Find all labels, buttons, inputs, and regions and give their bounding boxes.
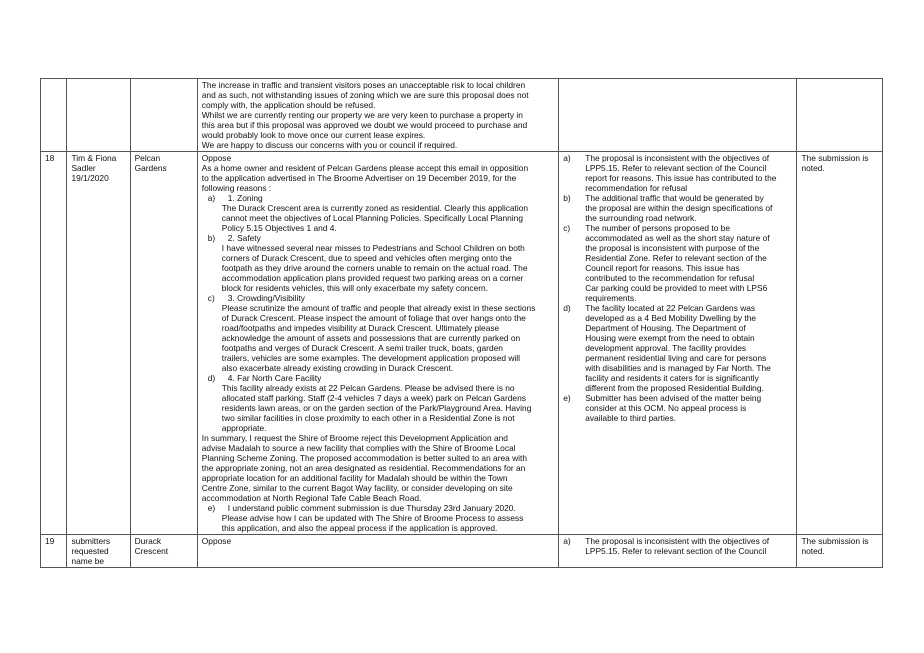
summary-line: As a home owner and resident of Pelcan Gardens please accept this email in opposition (201, 163, 529, 173)
response-cell (559, 152, 797, 535)
reason-heading (202, 193, 554, 203)
summary-line: Oppose (201, 153, 232, 163)
reason-line: I have witnessed several near misses to Pedestrians and School Children on both (221, 243, 525, 253)
reason-heading (202, 293, 554, 303)
reason-title: 2. Safety (227, 233, 261, 243)
reason-title: 3. Crowding/Visibility (227, 293, 305, 303)
reason-line: road/footpaths and impedes visibility at Durack Crescent. Ultimately please (221, 323, 500, 333)
response-line: The additional traffic that would be generated by (585, 193, 764, 203)
address-line: Durack (134, 536, 162, 546)
table-row (41, 79, 883, 152)
response-item (563, 223, 792, 303)
reason-line: Please advise how I can be updated with The Shire of Broome Process to assess (221, 513, 524, 523)
response-line: Car parking could be provided to meet with LPS6 (585, 283, 768, 293)
submitter-name-cell (67, 535, 130, 568)
submitter-name-cell (67, 152, 130, 535)
table-row (41, 152, 883, 535)
response-line: LPP5.15. Refer to relevant section of the Council (585, 546, 767, 556)
summary-line: advise Madalah to source a new facility that complies with the Shire of Broome Local (201, 443, 516, 453)
submitter-address-cell (130, 152, 197, 535)
outcome-cell (797, 152, 883, 535)
summary-line: to the application advertised in The Broome Advertiser on 19 December 2019, for the (201, 173, 517, 183)
reason-label: a) (207, 193, 216, 203)
address-line: Crescent (134, 546, 169, 556)
outcome-line: noted. (801, 546, 825, 556)
response-line: with disabilities and is managed by Far North. The (585, 363, 771, 373)
submitter-address-cell (130, 535, 197, 568)
response-line: Department of Housing. The Department of (585, 323, 746, 333)
response-line: permanent residential living and care for persons (585, 353, 767, 363)
submitter-name-line: Sadler (71, 163, 96, 173)
reason-line: this application, and also the appeal process if the application is approved. (221, 523, 498, 533)
reason-line: accommodation application plans provided request two parking areas on a corner (221, 273, 524, 283)
submitter-name-cell (67, 79, 130, 152)
address-line: Gardens (134, 163, 167, 173)
response-line: The proposal is inconsistent with the objectives of (585, 536, 770, 546)
reason-line: corners of Durack Crescent, due to speed and vehicles often merging onto the (221, 253, 512, 263)
reason-line: acknowledge the amount of assets and possessions that are currently parked on (221, 333, 521, 343)
summary-line: We are happy to discuss our concerns with you or council if required. (201, 140, 458, 150)
summary-line: The increase in traffic and transient visitors poses an unacceptable risk to local children (201, 80, 526, 90)
reason-line: footpath as they drive around the corners unable to remain on the actual road. The (221, 263, 528, 273)
reason-line: The Durack Crescent area is currently zoned as residential. Clearly this application (221, 203, 529, 213)
final-request-heading (202, 503, 554, 513)
address-line: Pelcan (134, 153, 161, 163)
reason-line: Please scrutinize the amount of traffic and people that already exist in these sections (221, 303, 536, 313)
response-label: b) (563, 193, 571, 203)
submitter-name-line: name be (71, 556, 105, 566)
reason-line: I understand public comment submission is due Thursday 23rd January 2020. (227, 503, 516, 513)
outcome-cell (797, 535, 883, 568)
outcome-line: The submission is (801, 153, 869, 163)
reason-label: d) (207, 373, 216, 383)
response-line: the proposal are within the design specifications of (585, 203, 773, 213)
response-cell (559, 79, 797, 152)
outcome-line: The submission is (801, 536, 869, 546)
summary-line: Centre Zone, similar to the current Bagot Way facility, or consider developing on site (201, 483, 513, 493)
response-item (563, 153, 792, 193)
reason-line: two similar facilities in close proximity to each other in a Residential Zone is not (221, 413, 515, 423)
reason-label: e) (207, 503, 216, 513)
response-line: developed as a 4 Bed Mobility Dwelling by the (585, 313, 757, 323)
response-line: report for reasons. This issue has contributed to the (585, 173, 777, 183)
response-line: The facility located at 22 Pelcan Gardens was (585, 303, 756, 313)
submission-number-cell (41, 152, 67, 535)
outcome-cell (797, 79, 883, 152)
submission-number: 19 (45, 536, 55, 546)
reason-title: 1. Zoning (227, 193, 263, 203)
summary-line: this area but if this proposal was approved we doubt we would proceed to purchase and (201, 120, 528, 130)
reason-line: trailers, vehicles are some examples. The development application proposed will (221, 353, 521, 363)
response-label: c) (563, 223, 571, 233)
summary-line: the appropriate zoning, not an area designated as residential. Recommendations for an (201, 463, 526, 473)
response-line: The proposal is inconsistent with the objectives of (585, 153, 770, 163)
reason-line: This facility already exists at 22 Pelcan Gardens. Please be advised there is no (221, 383, 515, 393)
reason-line: residents lawn areas, or on the garden section of the Park/Playground Area. Having (221, 403, 532, 413)
summary-line: Whilst we are currently renting our property we are very keen to purchase a property in (201, 110, 523, 120)
submission-summary-cell (197, 535, 558, 568)
reason-line: cannot meet the objectives of Local Planning Policies. Specifically Local Planning (221, 213, 523, 223)
summary-line: accommodation at North Regional Tafe Cable Beach Road. (201, 493, 422, 503)
response-label: a) (563, 536, 571, 546)
response-line: consider at this OCM. No appeal process is (585, 403, 747, 413)
response-line: different from the proposed Residential Building. (585, 383, 764, 393)
response-item (563, 303, 792, 393)
summary-line: following reasons : (201, 183, 272, 193)
response-label: e) (563, 393, 571, 403)
response-item (563, 536, 792, 556)
response-label: d) (563, 303, 571, 313)
submissions-table (40, 78, 883, 568)
reason-line: also exacerbate already existing crowding in Durack Crescent. (221, 363, 454, 373)
response-item (563, 193, 792, 223)
submission-number-cell (41, 535, 67, 568)
reason-line: footpaths and verges of Durack Crescent. A semi trailer truck, boats, garden (221, 343, 503, 353)
outcome-line: noted. (801, 163, 825, 173)
reason-heading (202, 373, 554, 383)
reason-label: c) (207, 293, 215, 303)
response-line: the surrounding road network. (585, 213, 697, 223)
reason-title: 4. Far North Care Facility (227, 373, 322, 383)
submission-number-cell (41, 79, 67, 152)
response-line: Submitter has been advised of the matter being (585, 393, 762, 403)
reason-line: Policy 5.15 Objectives 1 and 4. (221, 223, 337, 233)
summary-line: and as such, not withstanding issues of zoning which we are sure this proposal does not (201, 90, 529, 100)
submission-summary-cell (197, 152, 558, 535)
response-line: contributed to the recommendation for refusal (585, 273, 755, 283)
reason-line: appropriate. (221, 423, 267, 433)
reason-line: of Durack Crescent. Please inspect the amount of foliage that over hangs onto the (221, 313, 526, 323)
reason-label: b) (207, 233, 216, 243)
submitter-address-cell (130, 79, 197, 152)
response-line: accommodated as well as the short stay nature of (585, 233, 770, 243)
summary-line: would probably look to move once our current lease expires. (201, 130, 426, 140)
submission-summary-cell (197, 79, 558, 152)
response-line: facility and residents it caters for is significantly (585, 373, 759, 383)
response-cell (559, 535, 797, 568)
response-item (563, 393, 792, 423)
summary-line: In summary, I request the Shire of Broome reject this Development Application and (201, 433, 508, 443)
response-line: The number of persons proposed to be (585, 223, 730, 233)
response-line: available to third parties. (585, 413, 676, 423)
submission-number: 18 (45, 153, 55, 163)
response-line: Residential Zone. Refer to relevant section of the (585, 253, 767, 263)
response-line: Council report for reasons. This issue has (585, 263, 740, 273)
submitter-name-line: requested (71, 546, 109, 556)
response-line: LPP5.15. Refer to relevant section of the Council (585, 163, 767, 173)
summary-line: Planning Scheme Zoning. The proposed accommodation is better suited to an area with (201, 453, 528, 463)
submission-date: 19/1/2020 (71, 173, 109, 183)
summary-line: comply with, the application should be refused. (201, 100, 376, 110)
response-label: a) (563, 153, 571, 163)
reason-line: block for residents vehicles, this will only exacerbate my safety concern. (221, 283, 489, 293)
response-line: requirements. (585, 293, 637, 303)
response-line: development approval. The facility provides (585, 343, 747, 353)
summary-line: Oppose (201, 536, 232, 546)
response-line: the proposal is inconsistent with purpose of the (585, 243, 760, 253)
response-line: Housing were exempt from the need to obtain (585, 333, 755, 343)
table-row (41, 535, 883, 568)
reason-heading (202, 233, 554, 243)
response-line: recommendation for refusal (585, 183, 688, 193)
submitter-name-line: submitters (71, 536, 111, 546)
submitter-name-line: Tim & Fiona (71, 153, 117, 163)
reason-line: allocated staff parking. Staff (2-4 vehicles 7 days a week) park on Pelcan Gardens (221, 393, 526, 403)
summary-line: appropriate location for an additional facility for Madalah should be within the Town (201, 473, 508, 483)
